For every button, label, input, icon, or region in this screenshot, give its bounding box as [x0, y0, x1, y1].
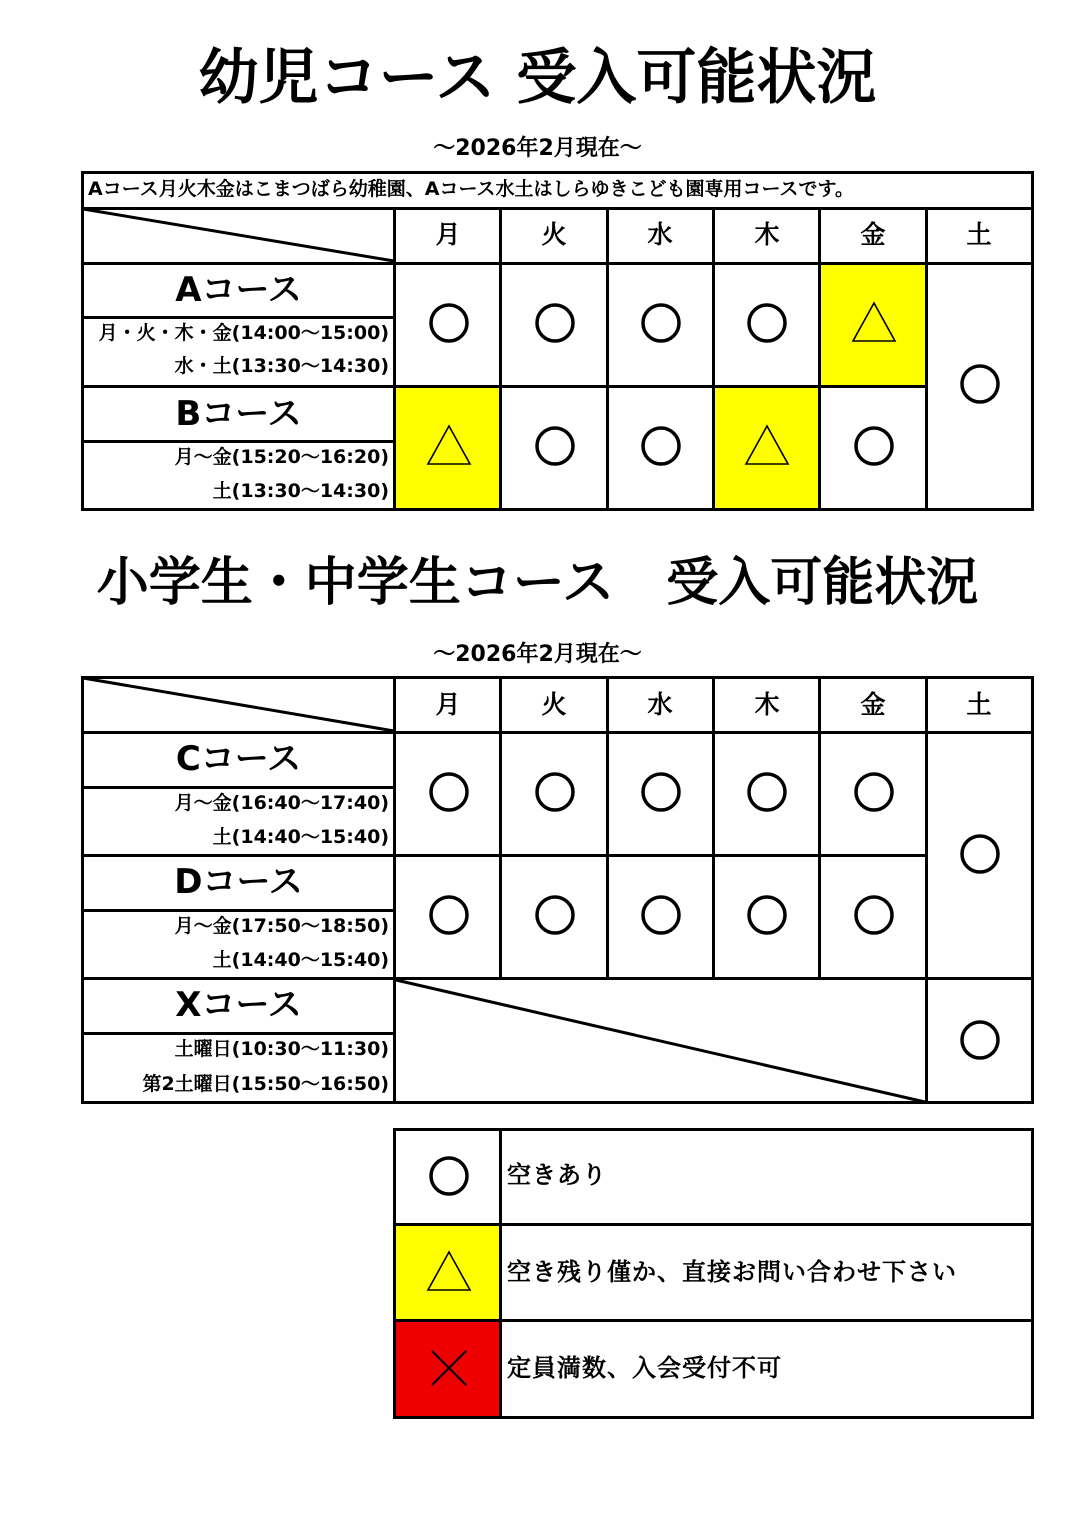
legend-0-circle-icon — [419, 1146, 479, 1206]
infant-0-3-circle-icon — [737, 293, 797, 353]
infant-1-2-circle-icon — [631, 416, 691, 476]
day-thu: 木 — [754, 220, 780, 249]
legend-available-label: 空きあり — [507, 1161, 607, 1189]
infant-sat-circle-icon — [950, 354, 1010, 414]
school-day-tue: 火 — [541, 690, 567, 719]
day-sat: 土 — [966, 220, 992, 249]
school-date: ～2026年2月現在～ — [433, 642, 642, 667]
infant-note: Aコース月火木金はこまつばら幼稚園、Aコース水土はしらゆきこども園専用コースです。 — [88, 178, 855, 200]
course-a-time-2: 水・土(13:30～14:30) — [174, 355, 389, 377]
infant-1-3-triangle-icon — [737, 416, 797, 476]
school-1-3-circle-icon — [737, 885, 797, 945]
school-day-wed: 水 — [647, 690, 673, 719]
day-fri: 金 — [860, 220, 886, 249]
school-1-1-circle-icon — [525, 885, 585, 945]
school-1-2-circle-icon — [631, 885, 691, 945]
school-x-sat-circle-icon — [950, 1010, 1010, 1070]
legend-full-label: 定員満数、入会受付不可 — [507, 1354, 782, 1382]
school-title: 小学生・中学生コース 受入可能状況 — [96, 553, 979, 613]
school-day-mon: 月 — [435, 690, 461, 719]
school-day-fri: 金 — [860, 690, 886, 719]
course-c-time-1: 月～金(16:40～17:40) — [174, 792, 389, 814]
school-sat-circle-icon — [950, 824, 1010, 884]
infant-0-4-triangle-icon — [844, 293, 904, 353]
school-day-sat: 土 — [966, 690, 992, 719]
course-d-time-2: 土(14:40～15:40) — [212, 949, 389, 971]
course-c-name: Cコース — [175, 739, 302, 779]
day-tue: 火 — [541, 220, 567, 249]
legend-2-cross-icon — [419, 1338, 479, 1398]
school-0-0-circle-icon — [419, 762, 479, 822]
school-1-4-circle-icon — [844, 885, 904, 945]
course-a-time-1: 月・火・木・金(14:00～15:00) — [98, 322, 389, 344]
legend-few-label: 空き残り僅か、直接お問い合わせ下さい — [507, 1258, 957, 1286]
school-0-4-circle-icon — [844, 762, 904, 822]
school-day-thu: 木 — [754, 690, 780, 719]
infant-0-2-circle-icon — [631, 293, 691, 353]
course-a-name: Aコース — [175, 270, 302, 310]
day-wed: 水 — [647, 220, 673, 249]
course-d-name: Dコース — [174, 862, 303, 902]
infant-date: ～2026年2月現在～ — [433, 136, 642, 161]
infant-0-0-circle-icon — [419, 293, 479, 353]
infant-1-1-circle-icon — [525, 416, 585, 476]
course-b-time-1: 月～金(15:20～16:20) — [174, 446, 389, 468]
course-x-time-1: 土曜日(10:30～11:30) — [174, 1038, 389, 1060]
course-x-time-2: 第2土曜日(15:50～16:50) — [142, 1073, 389, 1095]
course-x-name: Xコース — [175, 985, 302, 1025]
school-1-0-circle-icon — [419, 885, 479, 945]
school-0-2-circle-icon — [631, 762, 691, 822]
day-mon: 月 — [435, 220, 461, 249]
legend-1-triangle-icon — [419, 1242, 479, 1302]
course-c-time-2: 土(14:40～15:40) — [212, 826, 389, 848]
infant-title: 幼児コース 受入可能状況 — [198, 43, 877, 113]
infant-0-1-circle-icon — [525, 293, 585, 353]
school-0-1-circle-icon — [525, 762, 585, 822]
school-0-3-circle-icon — [737, 762, 797, 822]
infant-1-4-circle-icon — [844, 416, 904, 476]
infant-1-0-triangle-icon — [419, 416, 479, 476]
course-d-time-1: 月～金(17:50～18:50) — [174, 915, 389, 937]
course-b-name: Bコース — [175, 394, 302, 434]
course-b-time-2: 土(13:30～14:30) — [212, 480, 389, 502]
